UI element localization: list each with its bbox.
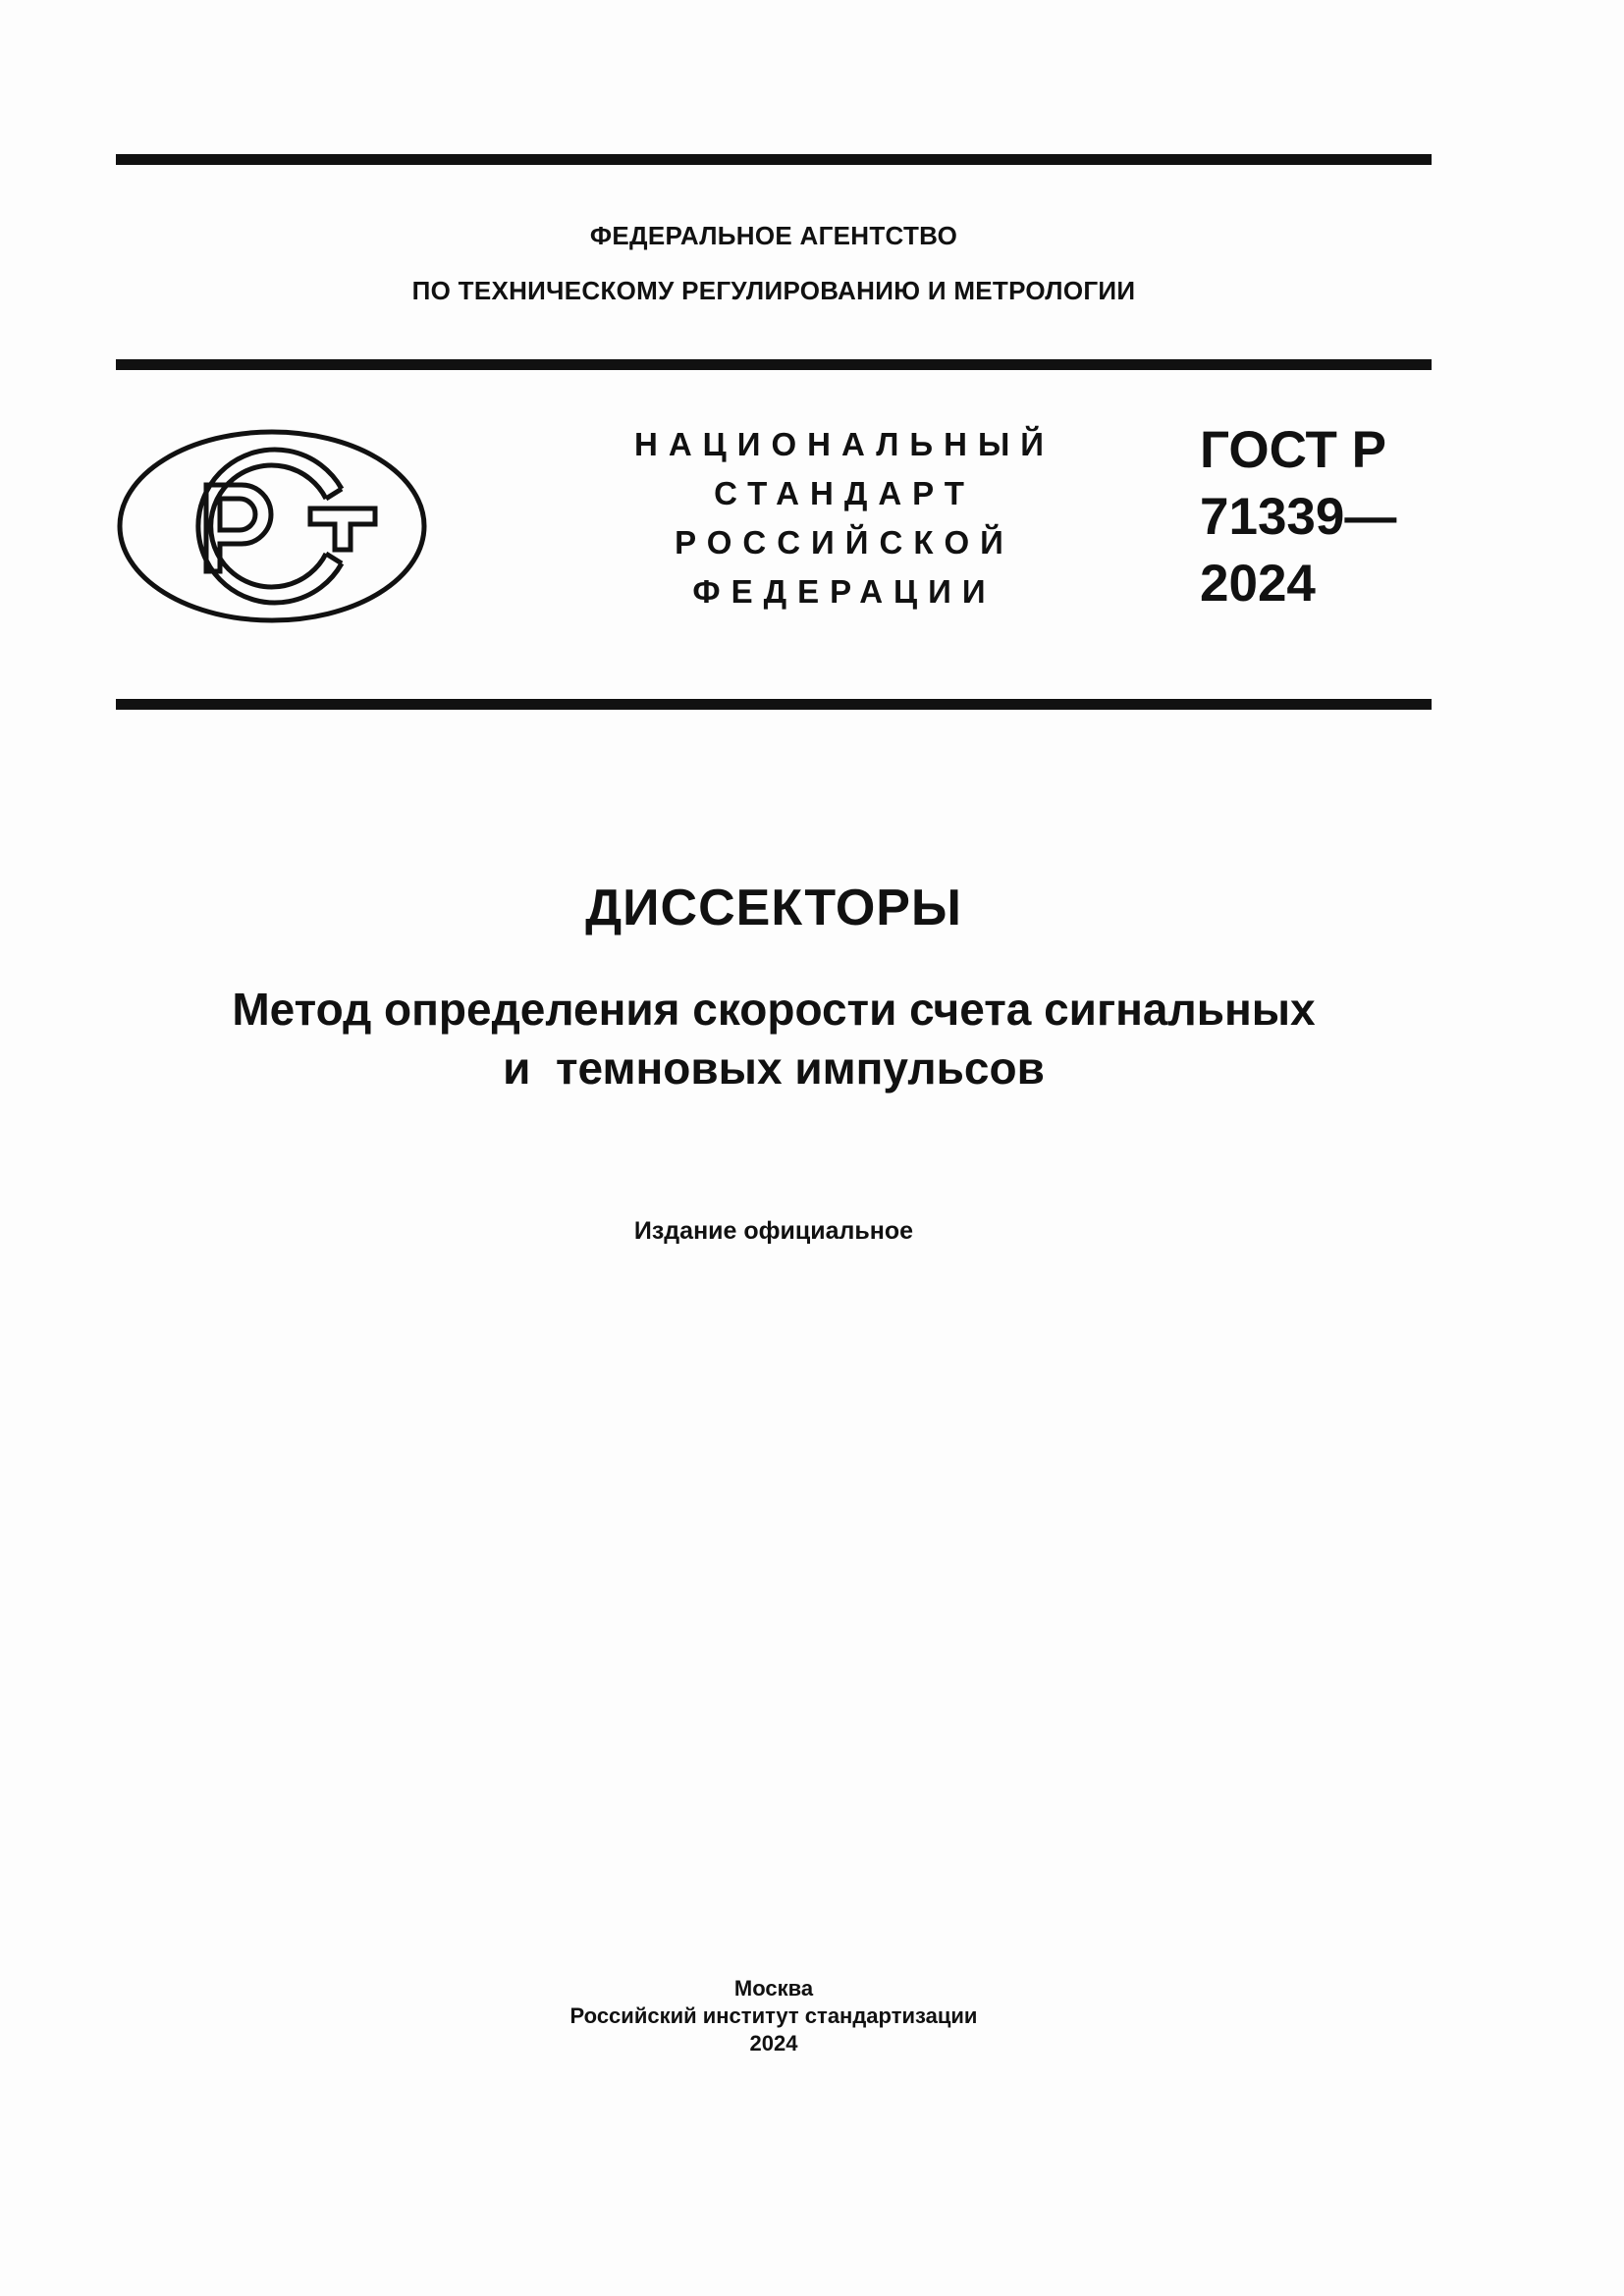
- document-title: ДИССЕКТОРЫ: [585, 880, 962, 936]
- imprint: [116, 1975, 1432, 2057]
- standard-type-line2: СТАНДАРТ: [714, 475, 975, 511]
- standard-type: [589, 420, 1100, 616]
- imprint-year: 2024: [749, 2031, 798, 2056]
- title-block-rule: [116, 699, 1432, 710]
- designation-line2: 71339—: [1200, 488, 1397, 546]
- rst-emblem-icon: [116, 428, 428, 624]
- edition-label: Издание официальное: [633, 1217, 914, 1245]
- standard-designation: [1200, 417, 1396, 617]
- agency-name-line2: ПО ТЕХНИЧЕСКОМУ РЕГУЛИРОВАНИЮ И МЕТРОЛОГИИ: [411, 276, 1136, 305]
- document-subtitle: [116, 980, 1432, 1097]
- designation-line1: ГОСТ Р: [1200, 421, 1386, 479]
- standard-type-line1: НАЦИОНАЛЬНЫЙ: [634, 426, 1055, 462]
- subtitle-line1: Метод определения скорости счета сигнальных: [232, 984, 1316, 1035]
- agency-name-line1: ФЕДЕРАЛЬНОЕ АГЕНТСТВО: [589, 221, 958, 250]
- imprint-publisher: Российский институт стандартизации: [569, 2003, 978, 2028]
- imprint-city: Москва: [733, 1976, 814, 2001]
- standard-type-line3: РОССИЙСКОЙ: [675, 524, 1014, 561]
- designation-line3: 2024: [1200, 555, 1316, 613]
- subtitle-line2: и темновых импульсов: [503, 1042, 1045, 1094]
- top-rule: [116, 154, 1432, 165]
- header-rule: [116, 359, 1432, 370]
- standard-type-line4: ФЕДЕРАЦИИ: [692, 573, 997, 610]
